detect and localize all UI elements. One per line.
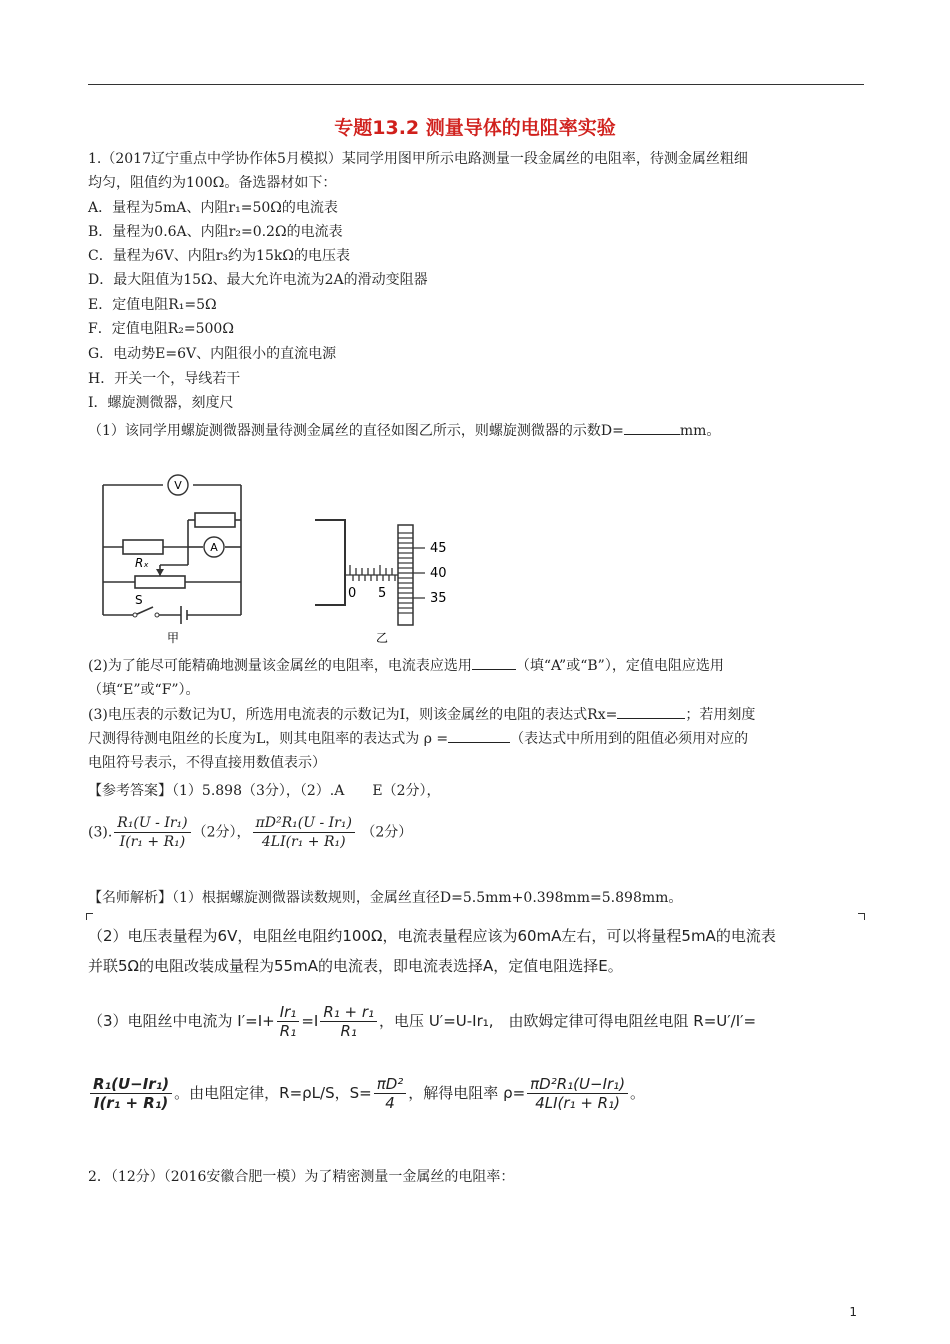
answer-blank-rx [617,704,685,719]
q1-intro-line1: 1.（2017辽宁重点中学协作体5月模拟）某同学用图甲所示电路测量一段金属丝的电阻率，待测金属丝粗细 [88,151,748,167]
option-g: G．电动势E=6V、内阻很小的直流电源 [88,346,337,362]
box-corner-right [858,913,865,920]
q1-part2-line1: (2)为了能尽可能精确地测量该金属丝的电阻率，电流表应选用 （填“A”或“B”），定值电阻应选用 [88,655,868,677]
analysis-p4: $\frac{\text{R₁(U−Ir₁)}}{\text{I(r₁ + R₁)}}$ 。由电阻定律，R=ρL/S，S= $\frac{\text{πD²}}{4}$ ，解得电阻率 ρ= $\frac{\text{πD²R₁(U−Ir₁)}}{\text{4LI(r₁ + R₁)}}$ 。 [88,1075,868,1112]
figure-caption-yi: 乙 [375,631,389,645]
analysis-head: 【名师解析】（1）根据螺旋测微器读数规则，金属丝直径D=5.5mm+0.398mm=5.898mm。 [88,890,683,906]
analysis-p3: （3）电阻丝中电流为 I′=I+ $\frac{\text{Ir₁}}{\text{R₁}}$ =I $\frac{\text{R₁ + r₁}}{\text{R₁}}$ ，电压 U′=U-Ir₁, 由欧姆定律可得电阻丝电阻 R=U′/I′= [88,1003,757,1040]
page-title: 专题13.2 测量导体的电阻率实验 [334,117,616,139]
answer-formulas: (3). $\frac{\text{R₁(U - Ir₁)}}{\text{I(r₁ + R₁)}}$ （2分）， $\frac{\text{πD²R₁(U - Ir₁)}}{\text{4LI(r₁ + R₁)}}$ （2分） [88,815,413,850]
answer-head: 【参考答案】（1）5.898（3分），（2）.A E（2分）， [88,783,441,799]
micrometer-figure [310,515,470,645]
figure-caption-jia: 甲 [166,631,180,645]
q1-part2-line2: （填“E”或“F”）。 [88,682,200,698]
option-d: D．最大阻值为15Ω、最大允许电流为2A的滑动变阻器 [88,272,428,288]
q1-intro-line2: 均匀，阻值约为100Ω。备选器材如下： [88,175,337,191]
ammeter-label: A [210,541,218,554]
header-rule [88,84,864,85]
q1-part3-line1: (3)电压表的示数记为U，所选用电流表的示数记为I，则该金属丝的电阻的表达式Rx= ；若用刻度 [88,704,868,726]
q2-line: 2．（12分）（2016安徽合肥一模）为了精密测量一金属丝的电阻率： [88,1169,515,1185]
option-e: E．定值电阻R₁=5Ω [88,297,217,313]
main-scale-5: 5 [378,586,387,601]
answer-blank-rho [448,728,510,743]
answer-blank-d [624,420,680,435]
option-a: A．量程为5mA、内阻r₁=50Ω的电流表 [88,200,338,216]
option-h: H．开关一个，导线若干 [88,371,241,387]
q1-part3-line2: 尺测得待测电阻丝的长度为L，则其电阻率的表达式为 ρ = （表达式中所用到的阻值必须用对应的 [88,728,868,750]
option-c: C．量程为6V、内阻r₃约为15kΩ的电压表 [88,248,350,264]
switch-label: S [135,593,143,607]
option-f: F．定值电阻R₂=500Ω [88,321,234,337]
q1-part3-line3: 电阻符号表示，不得直接用数值表示） [88,755,326,771]
analysis-p2-line2: 并联5Ω的电阻改装成量程为55mA的电流表，即电流表选择A，定值电阻选择E。 [88,957,623,975]
option-b: B．量程为0.6A、内阻r₂=0.2Ω的电流表 [88,224,343,240]
option-i: I．螺旋测微器，刻度尺 [88,395,234,411]
rx-label: Rₓ [135,556,149,570]
analysis-p2-line1: （2）电压表量程为6V，电阻丝电阻约100Ω，电流表量程应该为60mA左右，可以将量程5mA的电流表 [88,927,776,945]
circuit-figure [95,470,255,645]
thimble-35: 35 [430,591,447,606]
thimble-45: 45 [430,541,447,556]
page-number: 1 [849,1305,857,1319]
thimble-40: 40 [430,566,447,581]
main-scale-0: 0 [348,586,357,601]
voltmeter-label: V [174,479,182,492]
answer-blank-ammeter [472,655,516,670]
q1-part1: （1）该同学用螺旋测微器测量待测金属丝的直径如图乙所示，则螺旋测微器的示数D= mm。 [88,420,868,442]
box-corner-left [86,913,93,920]
